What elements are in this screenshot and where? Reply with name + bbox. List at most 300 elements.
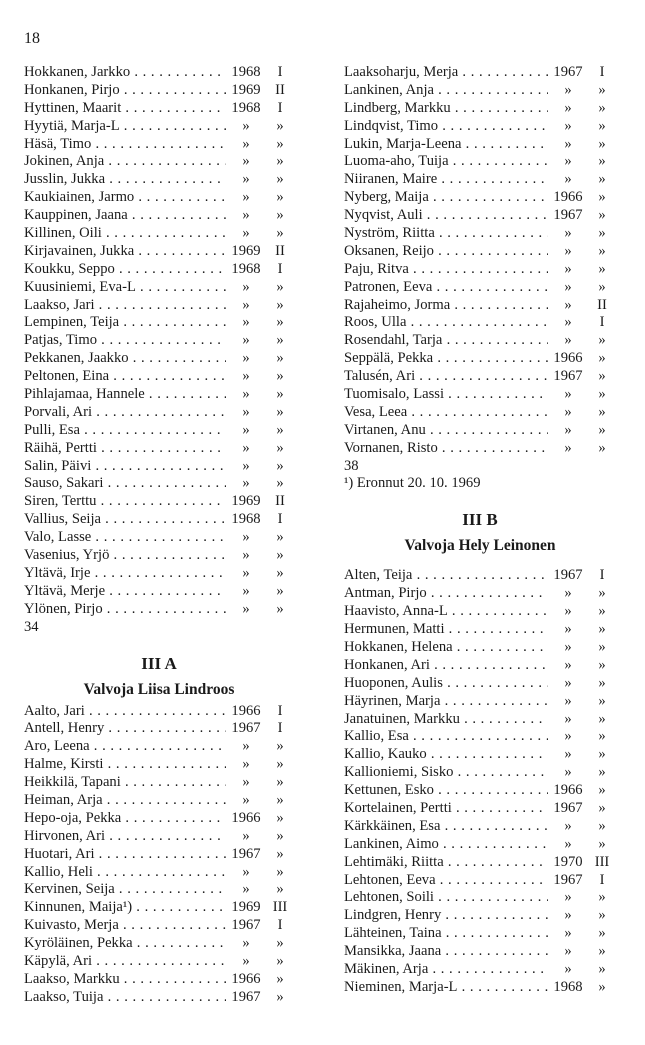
class-count: 38 (344, 457, 359, 474)
student-name: Tuomisalo, Lassi . . . (344, 386, 548, 404)
list-item (24, 756, 294, 774)
student-class: » (598, 350, 606, 367)
list-item (344, 639, 616, 657)
list-item (24, 810, 294, 828)
student-class: » (276, 564, 284, 581)
list-item (344, 225, 616, 243)
student-name: Koukku, Seppo . . . (24, 261, 226, 279)
student-year: 1966 (553, 782, 583, 799)
student-year: 1969 (231, 81, 261, 98)
list-item (24, 332, 294, 350)
student-class: » (598, 153, 606, 170)
student-name: Lehtonen, Eeva . . . (344, 872, 548, 890)
list-item (24, 368, 294, 386)
student-year: » (564, 439, 572, 456)
student-class: » (598, 621, 606, 638)
student-class: I (599, 871, 605, 888)
list-item (24, 846, 294, 864)
student-class: » (598, 782, 606, 799)
student-name: Kallio, Esa . . . (344, 728, 548, 746)
list-item (24, 136, 294, 154)
student-class: » (598, 225, 606, 242)
student-year: 1970 (553, 853, 583, 870)
student-year: » (242, 952, 250, 969)
student-name: Antman, Pirjo . . . (344, 585, 548, 603)
student-name: Nieminen, Marja-L . . . (344, 979, 548, 997)
student-class: » (276, 278, 284, 295)
student-name: Heiman, Arja . . . (24, 792, 226, 810)
student-class: » (598, 81, 606, 98)
student-year: » (564, 907, 572, 924)
student-name: Valo, Lasse . . . (24, 529, 226, 547)
list-item (344, 100, 616, 118)
student-year: » (242, 774, 250, 791)
student-class: » (276, 970, 284, 987)
student-class: » (276, 809, 284, 826)
student-class: » (276, 988, 284, 1005)
student-name: Kervinen, Seija . . . (24, 881, 226, 899)
student-year: » (564, 638, 572, 655)
student-year: » (242, 225, 250, 242)
student-name: Lukin, Marja-Leena . . . (344, 136, 548, 154)
student-name: Nyberg, Maija . . . (344, 189, 548, 207)
student-year: » (564, 889, 572, 906)
student-class: » (598, 799, 606, 816)
class-teacher: Valvoja Hely Leinonen (404, 537, 556, 555)
student-year: » (242, 529, 250, 546)
student-class: II (275, 81, 285, 98)
student-class: » (598, 585, 606, 602)
student-name: Lempinen, Teija . . . (24, 314, 226, 332)
student-name: Roos, Ulla . . . (344, 314, 548, 332)
list-item (24, 314, 294, 332)
student-class: » (598, 439, 606, 456)
student-name: Porvali, Ari . . . (24, 404, 226, 422)
list-item (24, 917, 294, 935)
student-name: Patronen, Eeva . . . (344, 279, 548, 297)
student-year: » (564, 817, 572, 834)
student-class: » (276, 439, 284, 456)
student-class: » (598, 728, 606, 745)
student-name: Vasenius, Yrjö . . . (24, 547, 226, 565)
student-name: Mäkinen, Arja . . . (344, 961, 548, 979)
list-item (344, 603, 616, 621)
student-class: I (599, 567, 605, 584)
student-year: » (564, 960, 572, 977)
student-name: Mansikka, Jaana . . . (344, 943, 548, 961)
list-item (24, 703, 294, 721)
student-name: Kallioniemi, Sisko . . . (344, 764, 548, 782)
student-name: Luoma-aho, Tuija . . . (344, 153, 548, 171)
class-teacher: Valvoja Liisa Lindroos (83, 680, 235, 698)
student-name: Aro, Leena . . . (24, 738, 226, 756)
student-year: 1968 (553, 978, 583, 995)
student-class: » (598, 260, 606, 277)
student-name: Haavisto, Anna-L . . . (344, 603, 548, 621)
list-item (24, 864, 294, 882)
student-class: » (598, 835, 606, 852)
student-name: Kaukiainen, Jarmo . . . (24, 189, 226, 207)
student-year: » (564, 585, 572, 602)
student-class: » (276, 296, 284, 313)
student-year: 1968 (231, 99, 261, 116)
student-name: Kuivasto, Merja . . . (24, 917, 226, 935)
list-item (344, 207, 616, 225)
list-item (24, 899, 294, 917)
student-class: » (276, 225, 284, 242)
student-class: » (276, 421, 284, 438)
student-class: » (598, 278, 606, 295)
student-year: » (564, 153, 572, 170)
student-class: » (276, 207, 284, 224)
list-item (344, 711, 616, 729)
list-item (24, 565, 294, 583)
student-year: » (242, 738, 250, 755)
student-class: » (276, 791, 284, 808)
student-year: 1967 (231, 988, 261, 1005)
list-item (24, 583, 294, 601)
list-item (24, 386, 294, 404)
student-name: Lehtonen, Soili . . . (344, 889, 548, 907)
list-item (24, 458, 294, 476)
student-year: 1969 (231, 242, 261, 259)
student-year: 1966 (231, 702, 261, 719)
student-year: » (564, 81, 572, 98)
student-year: » (564, 710, 572, 727)
student-name: Kettunen, Esko . . . (344, 782, 548, 800)
student-year: » (564, 674, 572, 691)
student-name: Pulli, Esa . . . (24, 422, 226, 440)
list-item (24, 792, 294, 810)
student-class: I (599, 314, 605, 331)
list-item (24, 493, 294, 511)
student-name: Nyqvist, Auli . . . (344, 207, 548, 225)
class-heading: III B (462, 510, 498, 530)
student-name: Kirjavainen, Jukka . . . (24, 243, 226, 261)
student-name: Kärkkäinen, Esa . . . (344, 818, 548, 836)
list-item (344, 925, 616, 943)
list-item (344, 297, 616, 315)
student-year: 1966 (231, 970, 261, 987)
student-name: Virtanen, Anu . . . (344, 422, 548, 440)
student-name: Killinen, Oili . . . (24, 225, 226, 243)
student-year: » (242, 475, 250, 492)
list-item (24, 601, 294, 619)
list-item (24, 261, 294, 279)
footnote: ¹) Eronnut 20. 10. 1969 (344, 475, 481, 492)
student-year: » (242, 189, 250, 206)
student-class: » (276, 403, 284, 420)
student-year: » (564, 386, 572, 403)
student-year: » (564, 117, 572, 134)
student-class: » (598, 603, 606, 620)
student-year: » (242, 791, 250, 808)
student-class: I (277, 720, 283, 737)
student-class: » (598, 817, 606, 834)
student-name: Ylönen, Pirjo . . . (24, 601, 226, 619)
student-name: Antell, Henry . . . (24, 720, 226, 738)
list-item (344, 440, 616, 458)
student-year: » (242, 368, 250, 385)
list-item (344, 350, 616, 368)
student-year: » (564, 135, 572, 152)
list-item (344, 64, 616, 82)
list-item (24, 828, 294, 846)
list-item (344, 153, 616, 171)
class-heading: III A (141, 653, 177, 673)
student-name: Jokinen, Anja . . . (24, 153, 226, 171)
student-name: Kortelainen, Pertti . . . (344, 800, 548, 818)
student-class: » (598, 242, 606, 259)
student-class: » (276, 935, 284, 952)
left-column (24, 64, 294, 1007)
student-year: » (242, 314, 250, 331)
student-class: » (598, 368, 606, 385)
list-item (24, 720, 294, 738)
student-year: » (242, 421, 250, 438)
student-year: 1968 (231, 260, 261, 277)
student-year: » (564, 296, 572, 313)
student-year: » (564, 260, 572, 277)
student-name: Kuusiniemi, Eva-L . . . (24, 279, 226, 297)
list-item (344, 693, 616, 711)
list-item (344, 585, 616, 603)
list-item (344, 243, 616, 261)
student-list-3b (344, 567, 616, 996)
student-year: » (242, 207, 250, 224)
student-year: » (242, 386, 250, 403)
list-item (344, 764, 616, 782)
student-year: » (564, 421, 572, 438)
student-name: Häsä, Timo . . . (24, 136, 226, 154)
list-item (24, 171, 294, 189)
student-class: » (276, 171, 284, 188)
student-class: » (276, 756, 284, 773)
student-name: Lindberg, Markku . . . (344, 100, 548, 118)
student-name: Patjas, Timo . . . (24, 332, 226, 350)
student-year: 1967 (553, 368, 583, 385)
student-year: » (564, 764, 572, 781)
list-item (24, 225, 294, 243)
student-class: » (276, 475, 284, 492)
student-year: » (564, 656, 572, 673)
student-name: Talusén, Ari . . . (344, 368, 548, 386)
list-item (24, 64, 294, 82)
student-name: Lankinen, Anja . . . (344, 82, 548, 100)
list-item (344, 404, 616, 422)
student-year: » (242, 582, 250, 599)
student-name: Niiranen, Maire . . . (344, 171, 548, 189)
list-item (344, 657, 616, 675)
student-class: II (275, 242, 285, 259)
student-class: » (598, 978, 606, 995)
student-class: » (598, 674, 606, 691)
list-item (344, 800, 616, 818)
student-name: Alten, Teija . . . (344, 567, 548, 585)
list-item (24, 511, 294, 529)
student-class: » (276, 386, 284, 403)
student-year: 1967 (231, 845, 261, 862)
student-name: Laaksoharju, Merja . . . (344, 64, 548, 82)
student-name: Paju, Ritva . . . (344, 261, 548, 279)
student-name: Pihlajamaa, Hannele . . . (24, 386, 226, 404)
student-list-3a (24, 703, 294, 1007)
student-class: » (598, 207, 606, 224)
student-class: » (276, 117, 284, 134)
student-year: » (242, 863, 250, 880)
student-year: » (242, 153, 250, 170)
student-name: Salin, Päivi . . . (24, 458, 226, 476)
student-year: » (564, 99, 572, 116)
student-year: 1969 (231, 899, 261, 916)
student-name: Siren, Terttu . . . (24, 493, 226, 511)
list-item (344, 314, 616, 332)
list-item (344, 118, 616, 136)
student-year: » (564, 835, 572, 852)
student-name: Aalto, Jari . . . (24, 703, 226, 721)
student-year: » (242, 403, 250, 420)
student-year: » (242, 439, 250, 456)
student-class: » (276, 774, 284, 791)
student-name: Lähteinen, Taina . . . (344, 925, 548, 943)
class-count: 34 (24, 618, 39, 635)
student-year: » (242, 756, 250, 773)
student-class: I (277, 260, 283, 277)
list-item (344, 854, 616, 872)
student-class: » (276, 457, 284, 474)
student-year: 1966 (553, 189, 583, 206)
student-year: 1967 (553, 799, 583, 816)
student-name: Vallius, Seija . . . (24, 511, 226, 529)
student-name: Janatuinen, Markku . . . (344, 711, 548, 729)
student-list-continued (24, 64, 294, 619)
student-name: Kyröläinen, Pekka . . . (24, 935, 226, 953)
student-class: » (276, 952, 284, 969)
student-class: I (599, 64, 605, 80)
student-year: » (242, 350, 250, 367)
list-item (24, 547, 294, 565)
student-year: » (242, 296, 250, 313)
list-item (344, 872, 616, 890)
student-name: Laakso, Jari . . . (24, 297, 226, 315)
list-item (24, 118, 294, 136)
student-class: » (598, 386, 606, 403)
student-class: » (598, 117, 606, 134)
list-item (344, 961, 616, 979)
list-item (24, 475, 294, 493)
list-item (24, 971, 294, 989)
student-class: » (276, 368, 284, 385)
student-class: » (598, 171, 606, 188)
list-item (344, 422, 616, 440)
student-name: Rosendahl, Tarja . . . (344, 332, 548, 350)
student-name: Lehtimäki, Riitta . . . (344, 854, 548, 872)
student-year: » (242, 278, 250, 295)
student-name: Hokkanen, Jarkko . . . (24, 64, 226, 82)
list-item (24, 404, 294, 422)
list-item (344, 136, 616, 154)
student-class: » (598, 925, 606, 942)
student-name: Jusslin, Jukka . . . (24, 171, 226, 189)
student-name: Vornanen, Risto . . . (344, 440, 548, 458)
list-item (344, 818, 616, 836)
student-year: 1966 (231, 809, 261, 826)
list-item (24, 529, 294, 547)
student-name: Vesa, Leea . . . (344, 404, 548, 422)
student-year: » (564, 171, 572, 188)
list-item (24, 100, 294, 118)
student-year: » (242, 547, 250, 564)
student-list-continued (344, 64, 616, 458)
student-name: Räihä, Pertti . . . (24, 440, 226, 458)
list-item (344, 386, 616, 404)
list-item (344, 907, 616, 925)
student-year: » (564, 925, 572, 942)
student-class: » (598, 135, 606, 152)
student-year: 1967 (231, 917, 261, 934)
student-year: » (564, 603, 572, 620)
student-name: Lindgren, Henry . . . (344, 907, 548, 925)
student-class: » (598, 332, 606, 349)
student-year: » (564, 728, 572, 745)
list-item (344, 943, 616, 961)
student-year: » (564, 403, 572, 420)
list-item (24, 189, 294, 207)
list-item (344, 171, 616, 189)
student-class: » (276, 863, 284, 880)
student-year: » (564, 314, 572, 331)
student-year: » (242, 457, 250, 474)
student-year: 1968 (231, 64, 261, 80)
student-class: » (598, 638, 606, 655)
student-year: » (242, 117, 250, 134)
student-class: III (272, 899, 288, 916)
student-name: Huotari, Ari . . . (24, 846, 226, 864)
student-class: » (598, 692, 606, 709)
list-item (344, 189, 616, 207)
student-class: » (598, 189, 606, 206)
student-year: » (242, 600, 250, 617)
list-item (344, 567, 616, 585)
student-name: Rajaheimo, Jorma . . . (344, 297, 548, 315)
student-name: Hyytiä, Marja-L . . . (24, 118, 226, 136)
student-class: » (598, 943, 606, 960)
student-name: Heikkilä, Tapani . . . (24, 774, 226, 792)
student-name: Halme, Kirsti . . . (24, 756, 226, 774)
list-item (344, 979, 616, 997)
student-name: Honkanen, Ari . . . (344, 657, 548, 675)
list-item (344, 279, 616, 297)
student-class: » (598, 403, 606, 420)
student-class: » (276, 845, 284, 862)
student-class: » (276, 350, 284, 367)
student-name: Yltävä, Irje . . . (24, 565, 226, 583)
student-year: » (242, 935, 250, 952)
student-class: II (275, 493, 285, 510)
list-item (344, 82, 616, 100)
student-year: » (564, 746, 572, 763)
right-column (344, 64, 616, 997)
student-class: » (598, 889, 606, 906)
student-name: Hirvonen, Ari . . . (24, 828, 226, 846)
student-name: Peltonen, Eina . . . (24, 368, 226, 386)
student-name: Hermunen, Matti . . . (344, 621, 548, 639)
student-year: 1967 (553, 207, 583, 224)
list-item (24, 774, 294, 792)
list-item (344, 889, 616, 907)
student-name: Huoponen, Aulis . . . (344, 675, 548, 693)
list-item (344, 728, 616, 746)
